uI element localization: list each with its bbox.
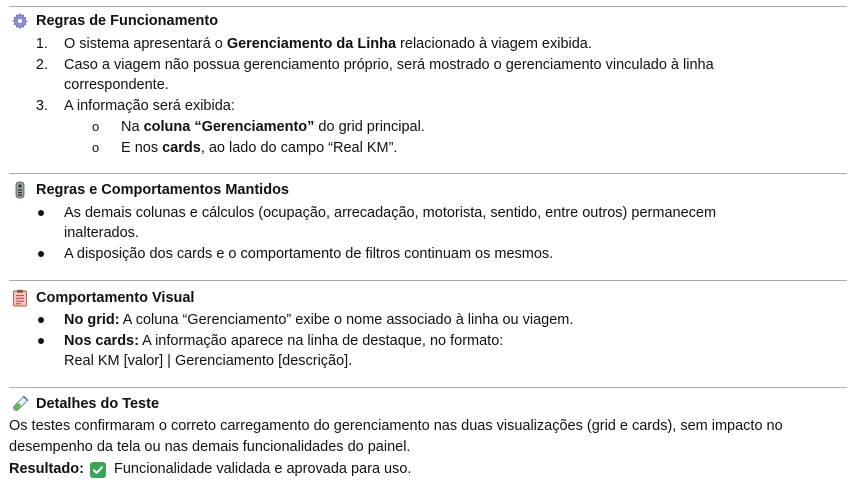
bullet: [38, 251, 44, 257]
remote-control-icon: [10, 180, 30, 200]
list-item-text: O sistema apresentará o Gerenciamento da Linha relacionado à viagem exibida.: [64, 36, 592, 52]
result-text: Funcionalidade validada e aprovada para uso.: [113, 461, 412, 477]
list-item-text: Caso a viagem não possua gerenciamento próprio, será mostrado o gerenciamento vinculado à linha: [64, 57, 714, 73]
list-item-text: As demais colunas e cálculos (ocupação, arrecadação, motorista, sentido, entre outros) permanecem: [64, 205, 717, 221]
paragraph-line: desempenho da tela ou nas demais funcionalidades do painel.: [9, 439, 411, 455]
section-heading: [10, 11, 218, 31]
gear-icon: [10, 11, 30, 31]
bullet: [38, 210, 44, 216]
list-item-text: A disposição dos cards e o comportamento de filtros continuam os mesmos.: [64, 246, 554, 262]
divider: [9, 6, 847, 7]
clipboard-icon: [10, 288, 30, 308]
bullet: [38, 338, 44, 344]
result-line: [9, 459, 411, 480]
list-item-text-continued: inalterados.: [64, 225, 139, 241]
list-item-text: No grid: A coluna “Gerenciamento” exibe o nome associado à linha ou viagem.: [64, 312, 574, 328]
section-heading: [10, 180, 289, 200]
bullet: [38, 317, 44, 323]
divider: [9, 387, 847, 388]
list-item-text: Nos cards: A informação aparece na linha de destaque, no formato:: [64, 333, 504, 349]
sub-bullet: o: [92, 140, 100, 155]
divider: [9, 173, 847, 174]
test-tube-icon: [10, 394, 30, 414]
list-item-text-continued: correspondente.: [64, 77, 169, 93]
check-mark-icon: [90, 462, 106, 478]
sub-list-item-text: Na coluna “Gerenciamento” do grid principal.: [121, 119, 425, 135]
sub-bullet: o: [92, 119, 100, 134]
list-number: 2.: [35, 57, 48, 73]
list-number: 3.: [35, 98, 48, 114]
list-number: 1.: [35, 36, 48, 52]
section-title: Regras de Funcionamento: [36, 12, 219, 29]
section-title: Detalhes do Teste: [36, 395, 160, 412]
result-label: Resultado:: [9, 461, 84, 477]
section-title: Regras e Comportamentos Mantidos: [36, 181, 289, 198]
divider: [9, 280, 847, 281]
section-heading: [10, 394, 159, 414]
paragraph-line: Os testes confirmaram o correto carregamento do gerenciamento nas duas visualizações (grid e cards), sem impacto no: [9, 418, 783, 434]
section-title: Comportamento Visual: [36, 289, 195, 306]
list-item-text-continued: Real KM [valor] | Gerenciamento [descrição].: [64, 353, 353, 369]
list-item-text: A informação será exibida:: [64, 98, 235, 114]
section-heading: [10, 288, 194, 308]
sub-list-item-text: E nos cards, ao lado do campo “Real KM”.: [121, 140, 398, 156]
